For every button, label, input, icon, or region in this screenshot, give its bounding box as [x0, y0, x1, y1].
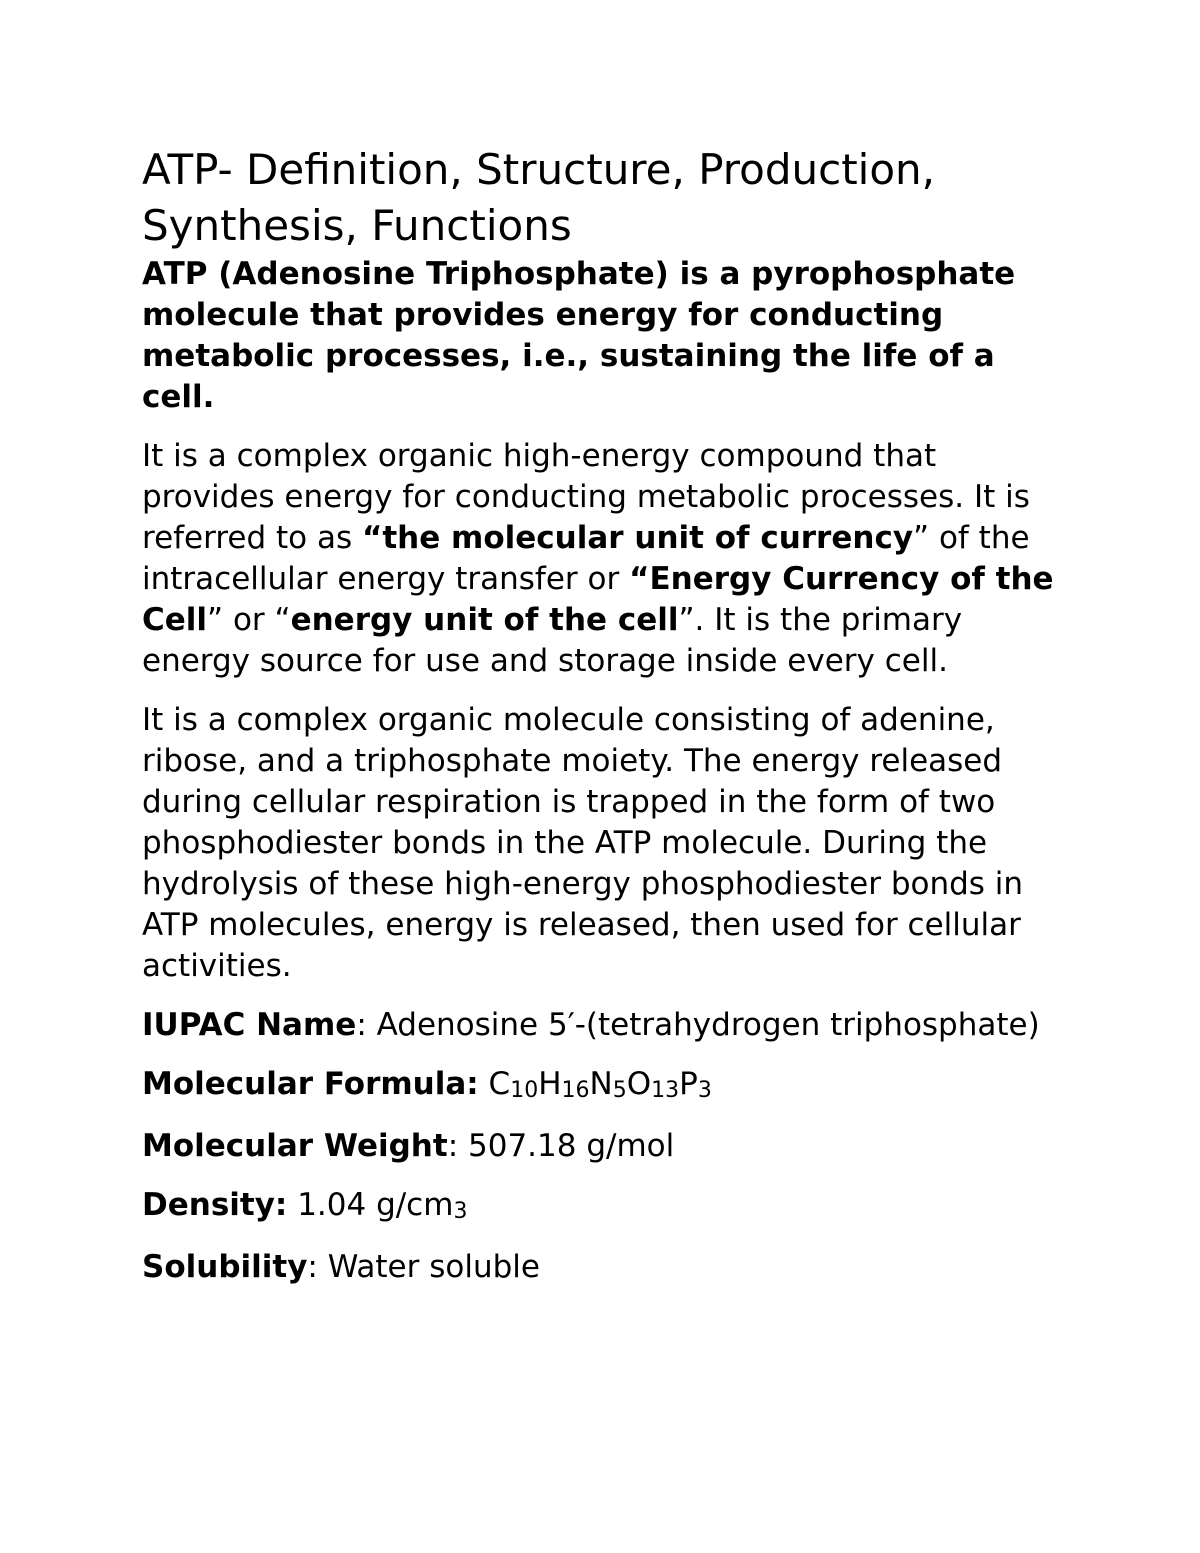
intro-bold-b: “Energy Currency of the Cell: [142, 561, 1054, 638]
iupac-name-label: IUPAC Name: [142, 1007, 357, 1043]
lead-paragraph: ATP (Adenosine Triphosphate) is a pyrophosphate molecule that provides energy for conducting metabolic processes, i.e., sustaining the life of a cell.: [142, 256, 1016, 415]
intro-paragraph: [142, 436, 1067, 682]
density-value: 1.04 g/cm: [297, 1187, 454, 1223]
intro-text-b: ” of the intracellular energy transfer or: [142, 520, 1030, 597]
formula-o: O: [626, 1066, 652, 1102]
molecular-formula-label: Molecular Formula:: [142, 1066, 479, 1102]
formula-h: H: [538, 1066, 562, 1102]
solubility-label: Solubility: [142, 1249, 308, 1285]
molecular-weight-value: 507.18 g/mol: [468, 1128, 675, 1164]
document-page: [142, 142, 1067, 1306]
density-sep: [287, 1187, 297, 1223]
solubility-value: Water soluble: [327, 1249, 540, 1285]
intro-bold-c: energy unit of the cell: [290, 602, 679, 638]
molecular-weight-sep: :: [447, 1128, 468, 1164]
formula-n: N: [589, 1066, 613, 1102]
molecular-formula-value: [489, 1066, 712, 1102]
solubility-row: [142, 1247, 1067, 1288]
formula-o-count: 13: [651, 1078, 680, 1103]
iupac-name-sep: :: [356, 1007, 377, 1043]
density-row: [142, 1185, 1067, 1229]
molecular-formula-row: [142, 1064, 1067, 1108]
intro-text-c: ” or “: [207, 602, 291, 638]
density-exponent: 3: [453, 1199, 468, 1224]
iupac-name-row: [142, 1005, 1067, 1046]
formula-p-count: 3: [697, 1078, 712, 1103]
solubility-sep: :: [307, 1249, 328, 1285]
molecular-weight-row: [142, 1126, 1067, 1167]
formula-p: P: [679, 1066, 698, 1102]
iupac-name-value: Adenosine 5′-(tetrahydrogen triphosphate): [376, 1007, 1040, 1043]
intro-bold-a: “the molecular unit of currency: [361, 520, 914, 556]
page-title: ATP- Definition, Structure, Production, Synthesis, Functions: [142, 145, 935, 250]
formula-c-count: 10: [510, 1078, 539, 1103]
molecular-formula-sep: [479, 1066, 489, 1102]
formula-h-count: 16: [561, 1078, 590, 1103]
structure-paragraph: It is a complex organic molecule consisting of adenine, ribose, and a triphosphate moiety. The energy released during cellular respiration is trapped in the form of two phosphodiester bonds in the ATP molecule. During the hydrolysis of these high-energy phosphodiester bonds in ATP molecules, energy is released, then used for cellular activities.: [142, 702, 1024, 984]
intro-text-d: ”. It is the primary energy source for use and storage inside every cell.: [142, 602, 963, 679]
molecular-weight-label: Molecular Weight: [142, 1128, 448, 1164]
formula-n-count: 5: [612, 1078, 627, 1103]
intro-text-a: It is a complex organic high-energy compound that provides energy for conducting metabolic processes. It is referred to as: [142, 438, 1030, 556]
formula-c: C: [488, 1066, 511, 1102]
density-label: Density:: [142, 1187, 288, 1223]
